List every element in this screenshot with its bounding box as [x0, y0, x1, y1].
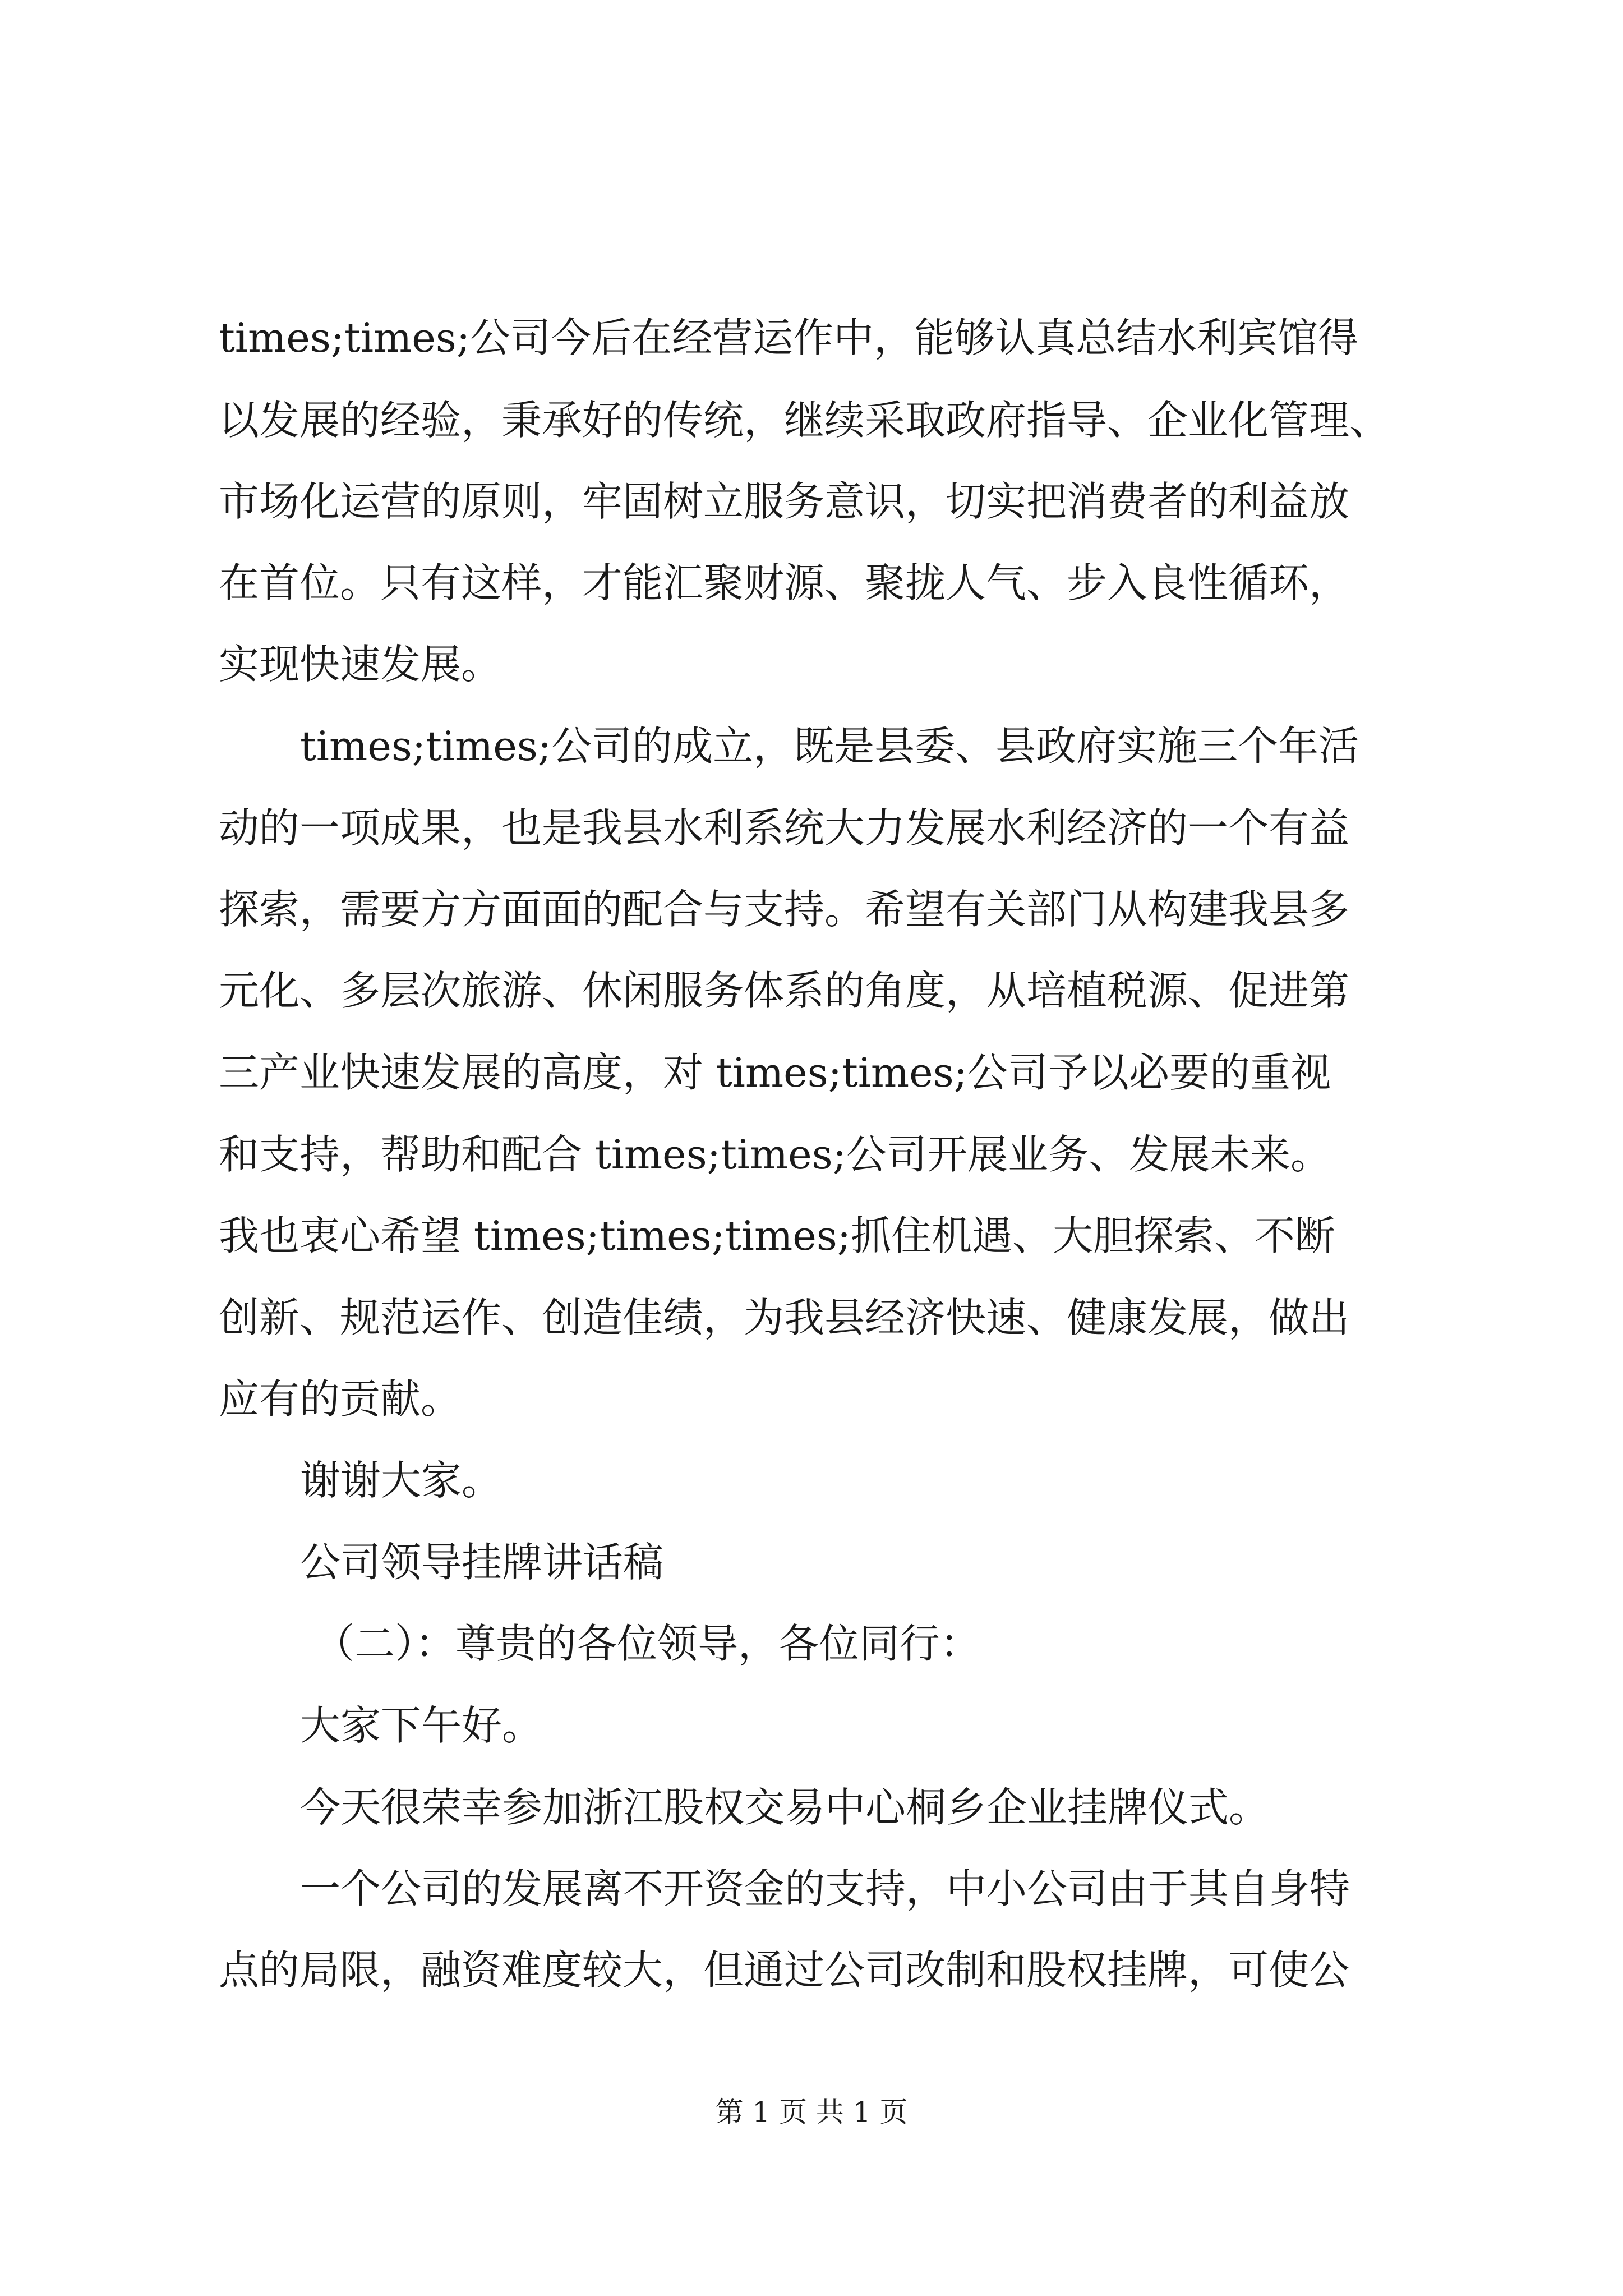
body-line: 应有的贡献。 [219, 1375, 462, 1423]
body-line: 创新、规范运作、创造佳绩，为我县经济快速、健康发展，做出 [219, 1294, 1350, 1341]
body-line: times;times;公司今后在经营运作中，能够认真总结水利宾馆得 [219, 314, 1359, 361]
body-line: 市场化运营的原则，牢固树立服务意识，切实把消费者的利益放 [219, 478, 1350, 525]
body-line: 动的一项成果，也是我县水利系统大力发展水利经济的一个有益 [219, 804, 1350, 852]
salutation-line: （二）：尊贵的各位领导，各位同行： [314, 1620, 981, 1667]
body-line: 在首位。只有这样，才能汇聚财源、聚拢人气、步入良性循环， [219, 559, 1350, 606]
paragraph-start-line: 一个公司的发展离不开资金的支持，中小公司由于其自身特 [300, 1865, 1350, 1912]
body-line: 点的局限，融资难度较大，但通过公司改制和股权挂牌，可使公 [219, 1947, 1350, 1994]
paragraph-start-line: times;times;公司的成立，既是县委、县政府实施三个年活 [300, 723, 1359, 770]
page-number-footer: 第 1 页 共 1 页 [715, 2096, 908, 2128]
body-line: 和支持，帮助和配合 times;times;公司开展业务、发展未来。 [219, 1131, 1331, 1178]
body-line: 元化、多层次旅游、休闲服务体系的角度，从培植税源、促进第 [219, 967, 1350, 1014]
paragraph-start-line: 今天很荣幸参加浙江股权交易中心桐乡企业挂牌仪式。 [300, 1784, 1270, 1831]
body-line: 探索，需要方方面面的配合与支持。希望有关部门从构建我县多 [219, 886, 1350, 933]
body-line: 以发展的经验，秉承好的传统，继续采取政府指导、企业化管理、 [219, 397, 1390, 444]
greeting-line: 大家下午好。 [300, 1702, 543, 1749]
body-line: 实现快速发展。 [219, 641, 502, 688]
body-line: 三产业快速发展的高度，对 times;times;公司予以必要的重视 [219, 1049, 1331, 1096]
closing-line: 谢谢大家。 [300, 1457, 502, 1504]
body-line: 我也衷心希望 times;times;times;抓住机遇、大胆探索、不断 [219, 1212, 1336, 1259]
section-title: 公司领导挂牌讲话稿 [300, 1539, 664, 1586]
